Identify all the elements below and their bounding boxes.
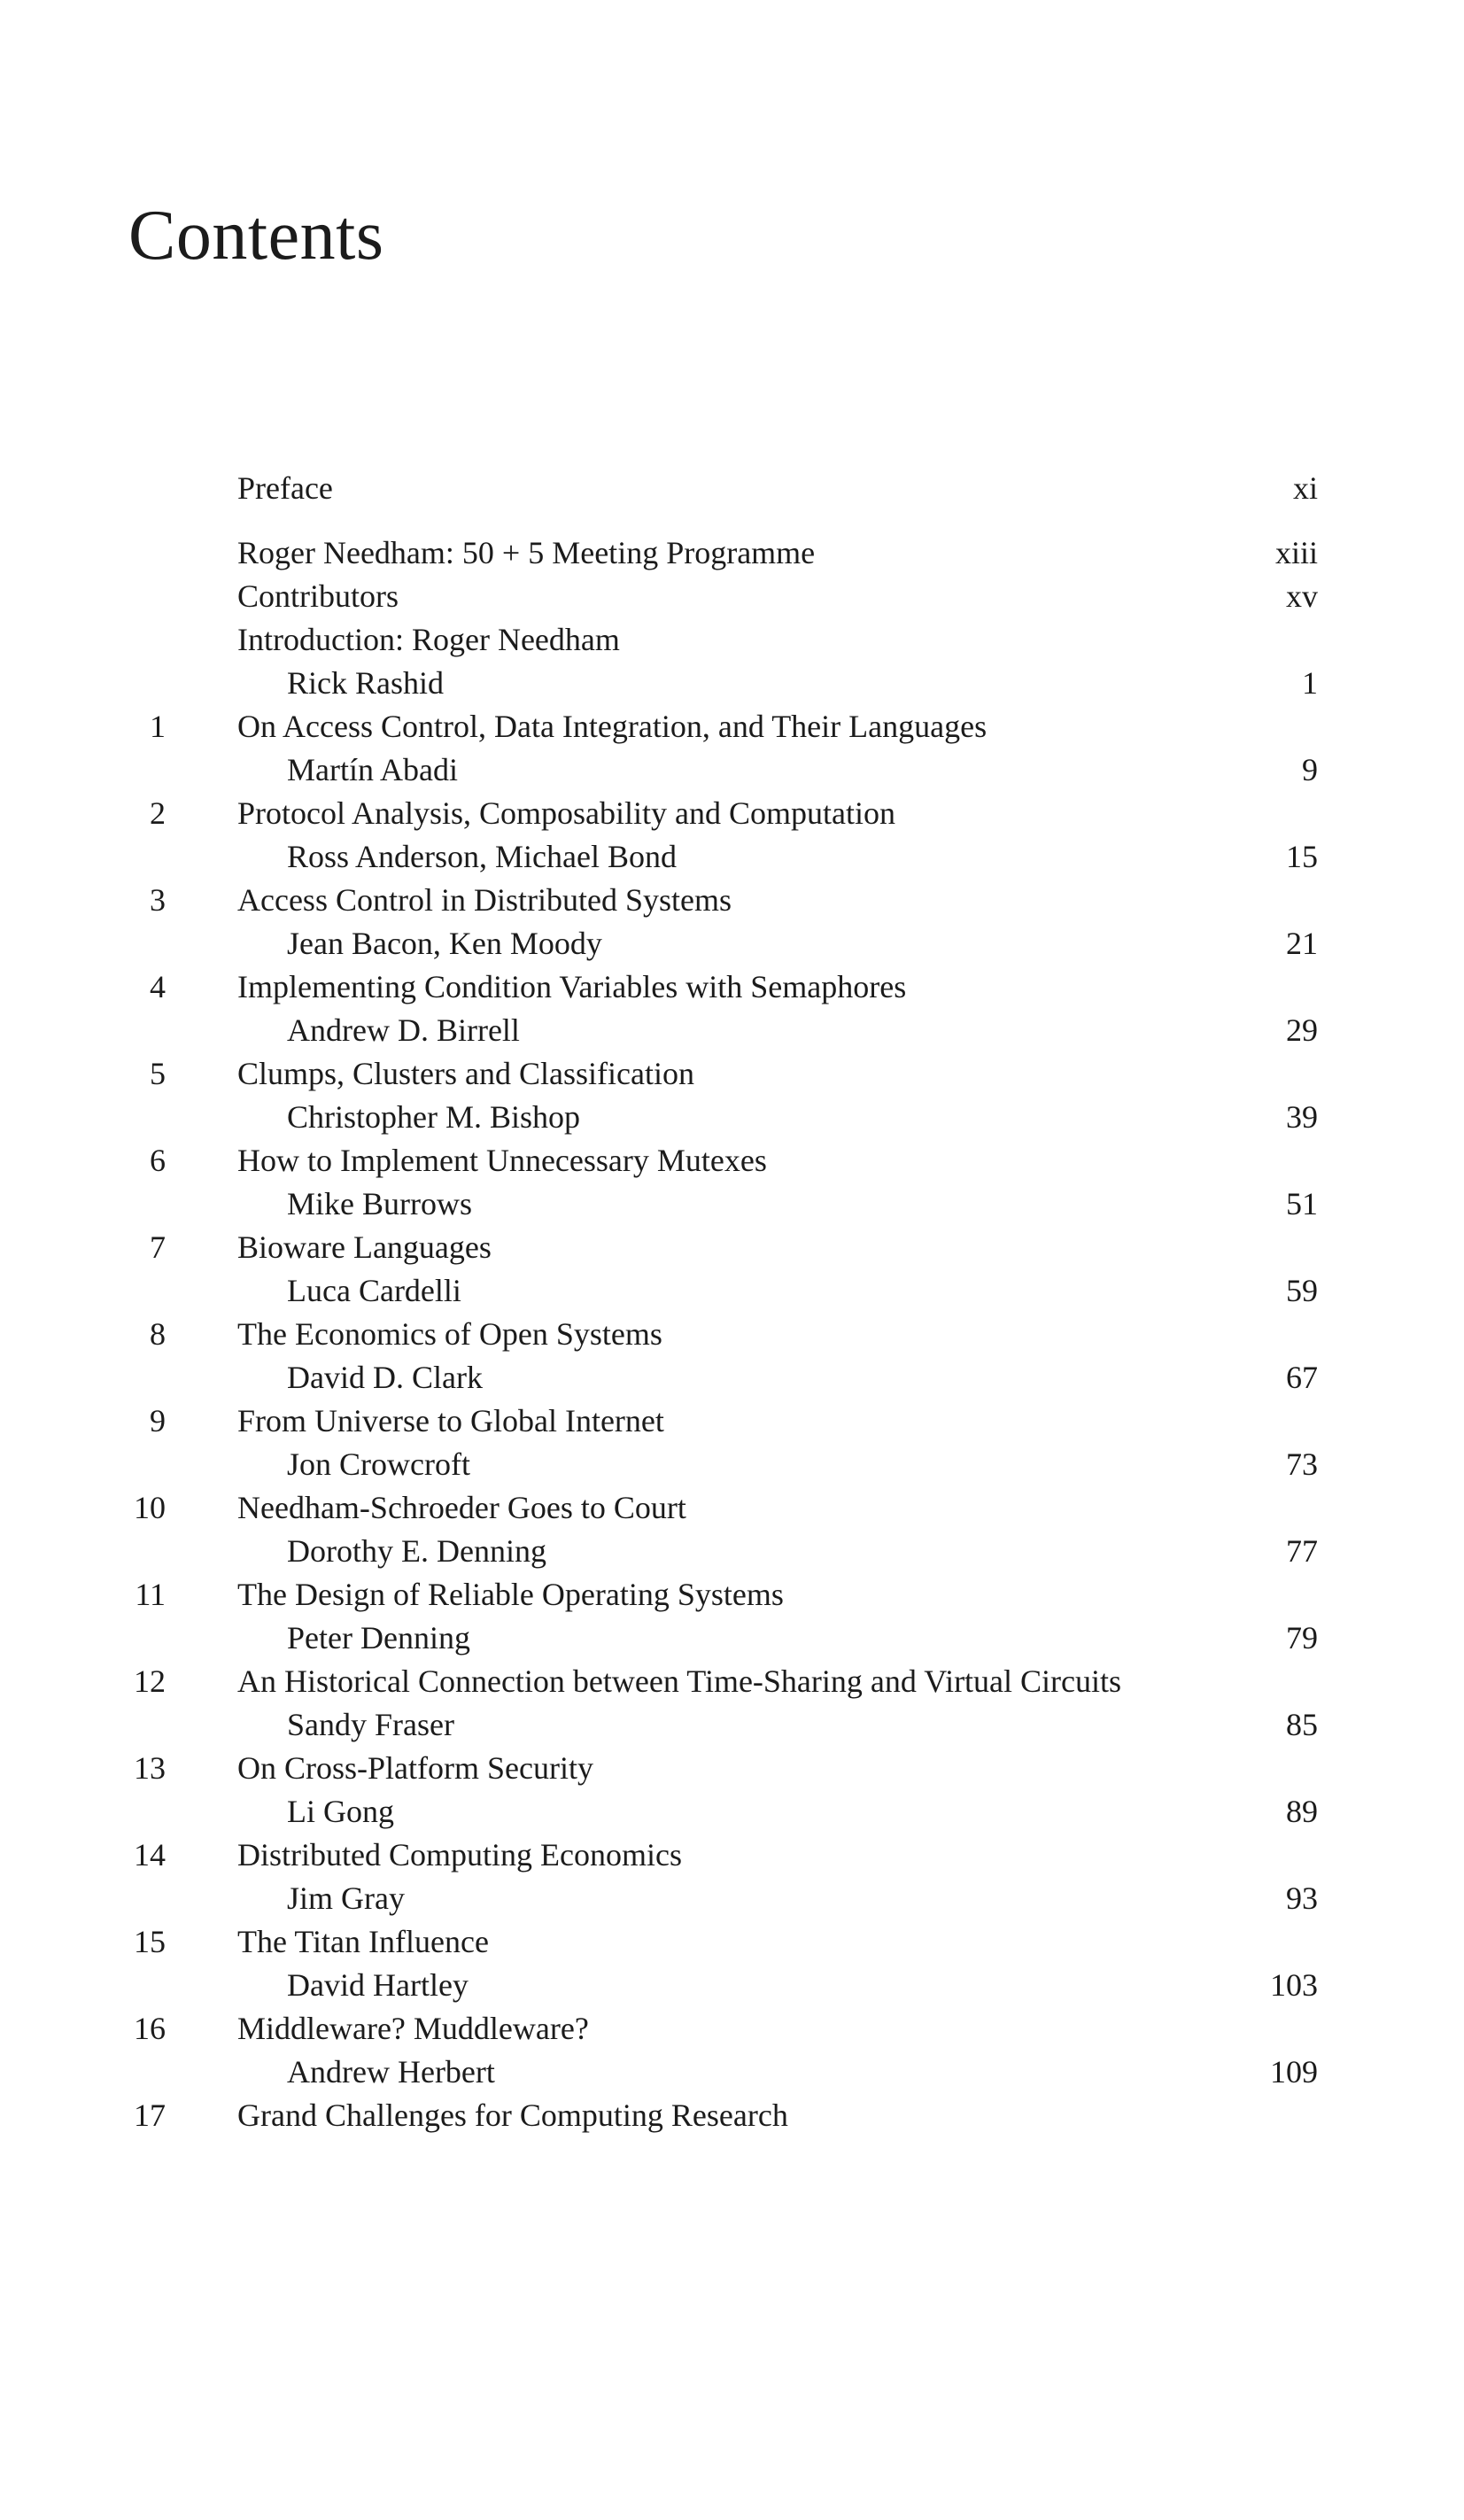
toc-list	[128, 467, 1318, 2137]
toc-entry	[128, 965, 1318, 1052]
toc-entry-page: 85	[1286, 1707, 1318, 1742]
toc-entry-page: 67	[1286, 1360, 1318, 1395]
toc-entry-author: Jean Bacon, Ken Moody	[287, 926, 602, 961]
toc-entry-title-line	[128, 1920, 1318, 1964]
toc-entry-number: 4	[150, 969, 166, 1004]
toc-entry-number: 12	[134, 1663, 166, 1699]
toc-entry-author-line	[128, 1877, 1318, 1920]
toc-entry-author-line	[128, 1096, 1318, 1139]
toc-entry-title-line	[128, 1660, 1318, 1703]
toc-entry	[128, 1834, 1318, 1920]
toc-entry-title-line	[128, 467, 1318, 510]
toc-entry-title: Clumps, Clusters and Classification	[237, 1056, 694, 1091]
toc-entry-author-line	[128, 662, 1318, 705]
toc-entry-number: 7	[150, 1229, 166, 1265]
toc-entry-page: 15	[1286, 839, 1318, 874]
toc-entry-title: Bioware Languages	[237, 1229, 492, 1265]
toc-entry	[128, 1226, 1318, 1313]
toc-entry-page: xiii	[1274, 535, 1318, 570]
toc-entry-page: 51	[1286, 1186, 1318, 1221]
toc-entry-page: 59	[1286, 1273, 1318, 1308]
toc-entry-number: 9	[150, 1403, 166, 1438]
toc-entry-title: Access Control in Distributed Systems	[237, 882, 732, 918]
toc-entry-title-line	[128, 1834, 1318, 1877]
toc-entry-author-line	[128, 1269, 1318, 1313]
toc-entry-title: Middleware? Muddleware?	[237, 2011, 589, 2046]
toc-entry	[128, 1920, 1318, 2007]
toc-entry-title: Contributors	[237, 578, 399, 614]
toc-entry-author: Mike Burrows	[287, 1186, 472, 1221]
toc-entry-number: 16	[134, 2011, 166, 2046]
toc-entry-author-line	[128, 1530, 1318, 1573]
toc-entry-page: 89	[1286, 1794, 1318, 1829]
toc-entry-page: 39	[1286, 1099, 1318, 1135]
toc-entry-title-line	[128, 1313, 1318, 1356]
toc-entry-title: The Economics of Open Systems	[237, 1316, 662, 1352]
toc-entry-title: Roger Needham: 50 + 5 Meeting Programme	[237, 535, 816, 570]
toc-entry-author: Rick Rashid	[287, 665, 444, 701]
toc-entry-author-line	[128, 748, 1318, 792]
toc-entry-number: 6	[150, 1143, 166, 1178]
toc-entry-number: 11	[135, 1577, 166, 1612]
toc-entry-title: The Titan Influence	[237, 1924, 489, 1959]
toc-entry-author: Christopher M. Bishop	[287, 1099, 581, 1135]
toc-entry	[128, 1313, 1318, 1400]
toc-entry-title: On Cross-Platform Security	[237, 1750, 593, 1786]
toc-entry-number: 1	[150, 709, 166, 744]
toc-entry-author: Martín Abadi	[287, 752, 458, 787]
toc-entry-title-line	[128, 1747, 1318, 1790]
page-title: Contents	[128, 197, 384, 275]
toc-entry-title-line	[128, 2007, 1318, 2051]
toc-entry-number: 10	[134, 1490, 166, 1525]
toc-entry-title: Protocol Analysis, Composability and Computation	[237, 795, 895, 831]
toc-entry-author-line	[128, 1617, 1318, 1660]
toc-entry-title: From Universe to Global Internet	[237, 1403, 664, 1438]
toc-entry-title-line	[128, 1400, 1318, 1443]
toc-entry-title: Grand Challenges for Computing Research	[237, 2097, 788, 2133]
toc-entry-title: Introduction: Roger Needham	[237, 622, 620, 657]
toc-entry-title-line	[128, 1573, 1318, 1617]
toc-entry	[128, 1747, 1318, 1834]
toc-entry-title-line	[128, 1486, 1318, 1530]
toc-entry-title-line	[128, 531, 1318, 575]
toc-entry-page: 79	[1286, 1620, 1318, 1655]
toc-entry	[128, 792, 1318, 879]
toc-entry-author: Sandy Fraser	[287, 1707, 454, 1742]
toc-entry-number: 15	[134, 1924, 166, 1959]
toc-entry-page: xi	[1292, 470, 1318, 506]
toc-entry-author: Ross Anderson, Michael Bond	[287, 839, 677, 874]
toc-entry	[128, 1660, 1318, 1747]
toc-entry-number: 14	[134, 1837, 166, 1873]
toc-entry-author-line	[128, 835, 1318, 879]
toc-entry-author-line	[128, 1009, 1318, 1052]
toc-entry-page: 9	[1302, 752, 1318, 787]
toc-entry-author-line	[128, 1790, 1318, 1834]
toc-entry-title-line	[128, 879, 1318, 922]
toc-entry-author-line	[128, 1443, 1318, 1486]
toc-entry-page: 29	[1286, 1012, 1318, 1048]
toc-entry-title: Preface	[237, 470, 333, 506]
toc-entry-title-line	[128, 1139, 1318, 1182]
toc-entry-title: Needham-Schroeder Goes to Court	[237, 1490, 686, 1525]
toc-entry-author-line	[128, 1703, 1318, 1747]
toc-entry-author: Peter Denning	[287, 1620, 470, 1655]
toc-entry-number: 5	[150, 1056, 166, 1091]
toc-entry-author-line	[128, 2051, 1318, 2094]
toc-entry-author-line	[128, 1182, 1318, 1226]
toc-entry-title: Implementing Condition Variables with Semaphores	[237, 969, 907, 1004]
toc-entry-number: 2	[150, 795, 166, 831]
toc-entry-title-line	[128, 575, 1318, 618]
toc-entry	[128, 705, 1318, 792]
toc-entry	[128, 575, 1318, 618]
toc-entry-title: An Historical Connection between Time-Sharing and Virtual Circuits	[237, 1663, 1122, 1699]
toc-entry-author: David Hartley	[287, 1967, 469, 2003]
toc-entry-page: xv	[1286, 578, 1318, 614]
toc-entry-title: The Design of Reliable Operating Systems	[237, 1577, 784, 1612]
toc-entry	[128, 2094, 1318, 2137]
toc-entry-page: 109	[1270, 2054, 1318, 2090]
toc-entry-title-line	[128, 2094, 1318, 2137]
toc-entry-title-line	[128, 1226, 1318, 1269]
toc-entry-title: Distributed Computing Economics	[237, 1837, 682, 1873]
toc-entry	[128, 1486, 1318, 1573]
toc-entry	[128, 1052, 1318, 1139]
toc-entry	[128, 1573, 1318, 1660]
toc-entry-number: 8	[150, 1316, 166, 1352]
toc-entry-title: On Access Control, Data Integration, and Their Languages	[237, 709, 988, 744]
toc-entry-author: Jon Crowcroft	[287, 1446, 470, 1482]
toc-entry-page: 1	[1302, 665, 1318, 701]
toc-entry	[128, 1400, 1318, 1486]
toc-entry-page: 73	[1286, 1446, 1318, 1482]
toc-entry-author-line	[128, 1964, 1318, 2007]
toc-entry-author-line	[128, 1356, 1318, 1400]
toc-entry-author: David D. Clark	[287, 1360, 483, 1395]
toc-entry	[128, 531, 1318, 575]
toc-entry-number: 3	[150, 882, 166, 918]
toc-entry-author-line	[128, 922, 1318, 965]
toc-entry	[128, 1139, 1318, 1226]
toc-entry	[128, 879, 1318, 965]
toc-entry-title-line	[128, 1052, 1318, 1096]
toc-entry	[128, 618, 1318, 705]
toc-entry-title-line	[128, 792, 1318, 835]
toc-entry-author: Dorothy E. Denning	[287, 1533, 546, 1569]
toc-entry-author: Jim Gray	[287, 1880, 405, 1916]
toc-entry-title: How to Implement Unnecessary Mutexes	[237, 1143, 767, 1178]
contents-page	[0, 195, 1464, 2520]
toc-entry-author: Li Gong	[287, 1794, 394, 1829]
toc-entry	[128, 467, 1318, 510]
toc-entry	[128, 2007, 1318, 2094]
toc-entry-page: 77	[1286, 1533, 1318, 1569]
toc-entry-title-line	[128, 965, 1318, 1009]
toc-entry-number: 13	[134, 1750, 166, 1786]
toc-entry-author: Andrew D. Birrell	[287, 1012, 520, 1048]
toc-entry-author: Andrew Herbert	[287, 2054, 495, 2090]
toc-entry-title-line	[128, 618, 1318, 662]
toc-entry-page: 93	[1286, 1880, 1318, 1916]
toc-entry-number: 17	[134, 2097, 166, 2133]
toc-entry-page: 103	[1270, 1967, 1318, 2003]
toc-entry-page: 21	[1286, 926, 1318, 961]
toc-entry-title-line	[128, 705, 1318, 748]
toc-entry-author: Luca Cardelli	[287, 1273, 461, 1308]
